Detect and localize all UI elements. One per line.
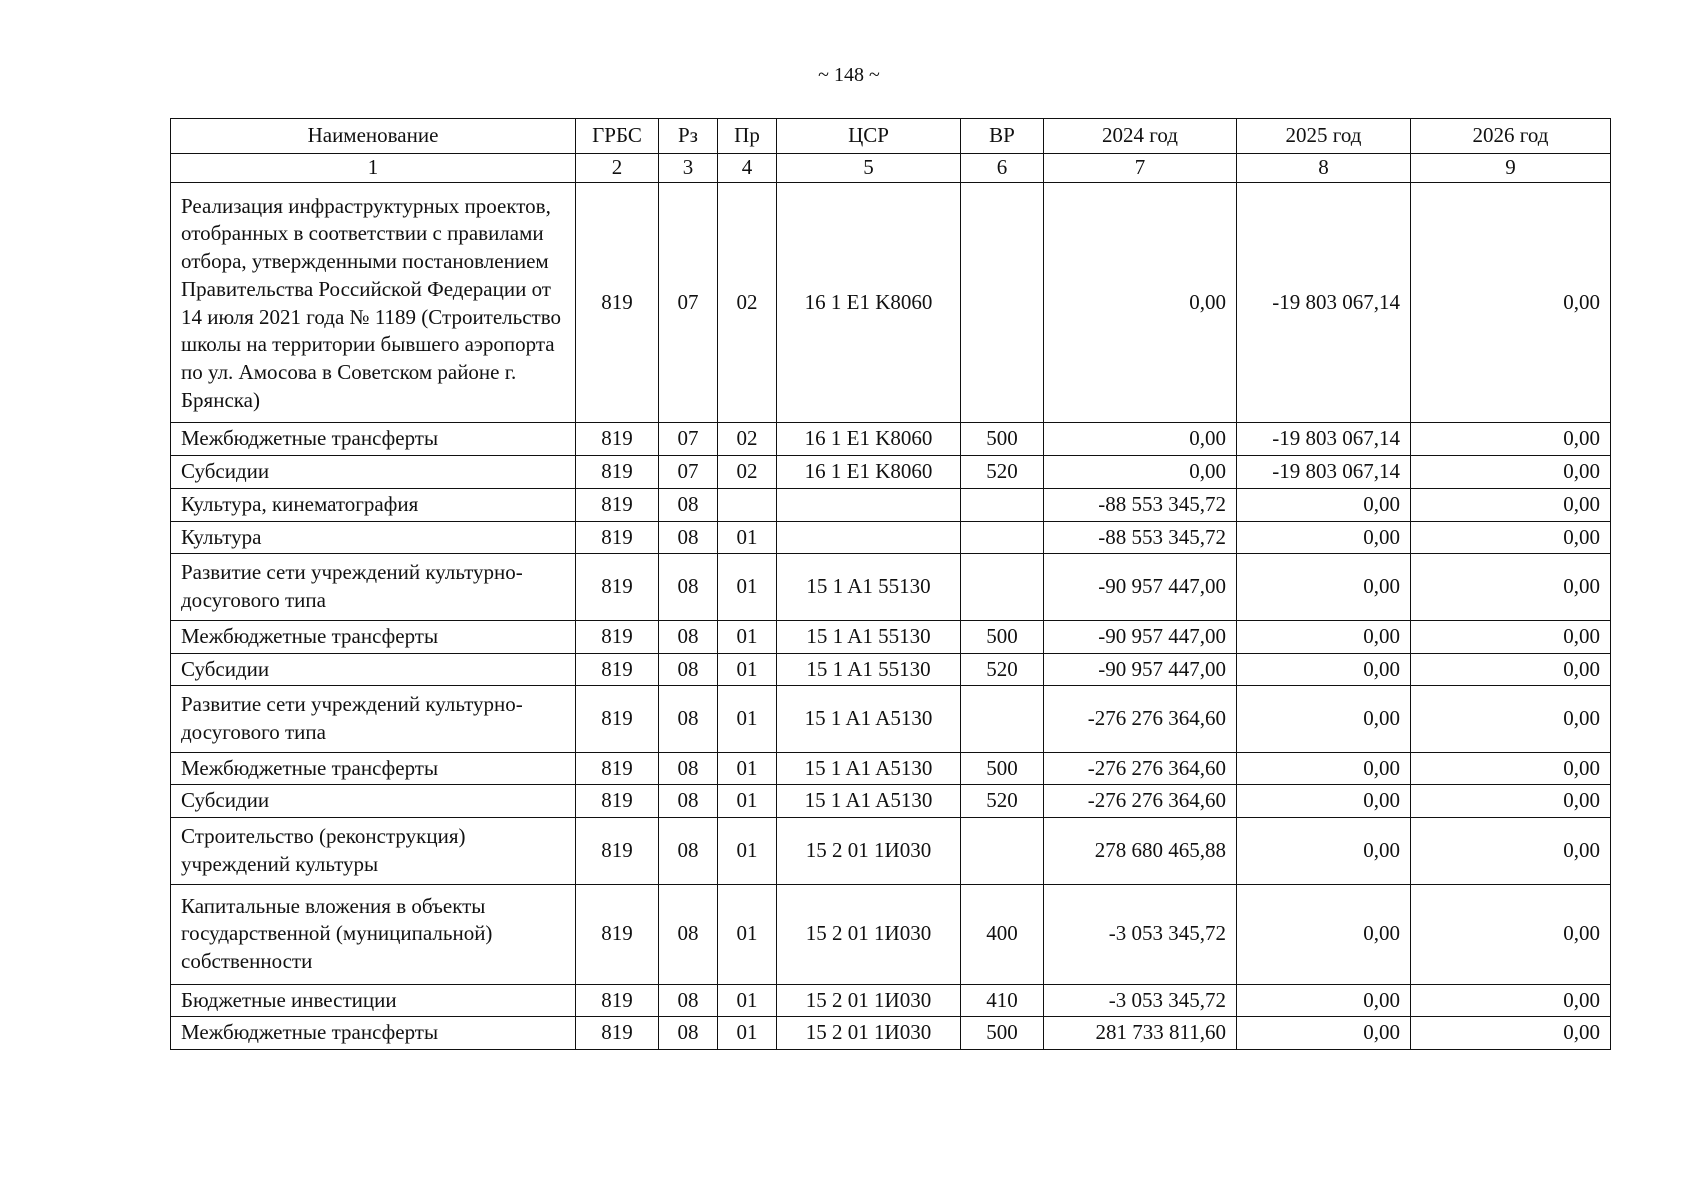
- table-row: [171, 423, 1611, 456]
- cell-csr: 16 1 E1 K8060: [777, 423, 961, 456]
- cell-2025: -19 803 067,14: [1237, 182, 1411, 423]
- cell-2025: 0,00: [1237, 554, 1411, 620]
- header-csr: ЦСР: [777, 119, 961, 154]
- cell-pr: 01: [718, 818, 777, 884]
- cell-pr: 01: [718, 554, 777, 620]
- cell-rz: 08: [659, 818, 718, 884]
- cell-2024: 0,00: [1044, 456, 1237, 489]
- header-grbs: ГРБС: [576, 119, 659, 154]
- cell-pr: 01: [718, 521, 777, 554]
- cell-pr: 01: [718, 785, 777, 818]
- header-pr: Пр: [718, 119, 777, 154]
- cell-pr: 01: [718, 653, 777, 686]
- cell-vr: 410: [961, 984, 1044, 1017]
- cell-rz: 08: [659, 686, 718, 752]
- column-number: 8: [1237, 154, 1411, 183]
- cell-csr: 16 1 E1 K8060: [777, 456, 961, 489]
- cell-pr: 02: [718, 182, 777, 423]
- cell-vr: 520: [961, 456, 1044, 489]
- table-row: [171, 686, 1611, 752]
- cell-2026: 0,00: [1411, 785, 1611, 818]
- cell-pr: 01: [718, 686, 777, 752]
- cell-grbs: 819: [576, 884, 659, 984]
- cell-csr: 15 2 01 1И030: [777, 884, 961, 984]
- cell-2025: 0,00: [1237, 752, 1411, 785]
- cell-2024: 281 733 811,60: [1044, 1017, 1237, 1050]
- column-number: 9: [1411, 154, 1611, 183]
- cell-csr: 15 2 01 1И030: [777, 818, 961, 884]
- cell-grbs: 819: [576, 1017, 659, 1050]
- cell-rz: 08: [659, 488, 718, 521]
- cell-2026: 0,00: [1411, 984, 1611, 1017]
- cell-name: Субсидии: [171, 653, 576, 686]
- cell-rz: 08: [659, 653, 718, 686]
- cell-rz: 08: [659, 884, 718, 984]
- cell-grbs: 819: [576, 423, 659, 456]
- header-name: Наименование: [171, 119, 576, 154]
- cell-csr: 15 2 01 1И030: [777, 984, 961, 1017]
- cell-csr: 15 2 01 1И030: [777, 1017, 961, 1050]
- cell-2025: 0,00: [1237, 984, 1411, 1017]
- cell-name: Реализация инфраструктурных проектов, отобранных в соответствии с правилами отбора, утвержденными постановлением Правительства Российской Федерации от 14 июля 2021 года № 1189 (Строительство школы на территории бывшего аэропорта по ул. Амосова в Советском районе г. Брянска): [171, 182, 576, 423]
- cell-2025: 0,00: [1237, 488, 1411, 521]
- cell-grbs: 819: [576, 653, 659, 686]
- table-row: [171, 653, 1611, 686]
- cell-csr: [777, 488, 961, 521]
- column-number: 1: [171, 154, 576, 183]
- cell-grbs: 819: [576, 488, 659, 521]
- cell-rz: 08: [659, 620, 718, 653]
- cell-name: Капитальные вложения в объекты государственной (муниципальной) собственности: [171, 884, 576, 984]
- cell-grbs: 819: [576, 752, 659, 785]
- table-row: [171, 818, 1611, 884]
- cell-pr: 01: [718, 984, 777, 1017]
- cell-pr: [718, 488, 777, 521]
- cell-2024: -3 053 345,72: [1044, 984, 1237, 1017]
- cell-2024: 0,00: [1044, 423, 1237, 456]
- cell-csr: [777, 521, 961, 554]
- table-row: [171, 456, 1611, 489]
- cell-vr: 500: [961, 752, 1044, 785]
- cell-grbs: 819: [576, 554, 659, 620]
- cell-pr: 02: [718, 423, 777, 456]
- cell-rz: 08: [659, 1017, 718, 1050]
- cell-2024: -90 957 447,00: [1044, 554, 1237, 620]
- cell-2026: 0,00: [1411, 554, 1611, 620]
- cell-rz: 07: [659, 456, 718, 489]
- cell-grbs: 819: [576, 521, 659, 554]
- cell-name: Межбюджетные трансферты: [171, 620, 576, 653]
- cell-csr: 15 1 A1 A5130: [777, 752, 961, 785]
- cell-csr: 16 1 E1 K8060: [777, 182, 961, 423]
- table-row: [171, 182, 1611, 423]
- header-2024: 2024 год: [1044, 119, 1237, 154]
- cell-2025: 0,00: [1237, 620, 1411, 653]
- column-number: 6: [961, 154, 1044, 183]
- cell-vr: [961, 521, 1044, 554]
- cell-name: Межбюджетные трансферты: [171, 423, 576, 456]
- page-number: ~ 148 ~: [818, 64, 880, 86]
- cell-grbs: 819: [576, 686, 659, 752]
- cell-name: Культура, кинематография: [171, 488, 576, 521]
- cell-name: Развитие сети учреждений культурно-досугового типа: [171, 686, 576, 752]
- cell-vr: 500: [961, 423, 1044, 456]
- cell-grbs: 819: [576, 818, 659, 884]
- cell-pr: 02: [718, 456, 777, 489]
- cell-grbs: 819: [576, 620, 659, 653]
- cell-2026: 0,00: [1411, 456, 1611, 489]
- column-number: 4: [718, 154, 777, 183]
- cell-2026: 0,00: [1411, 884, 1611, 984]
- cell-2024: 278 680 465,88: [1044, 818, 1237, 884]
- header-rz: Рз: [659, 119, 718, 154]
- header-vr: ВР: [961, 119, 1044, 154]
- cell-csr: 15 1 A1 A5130: [777, 686, 961, 752]
- table-row: [171, 884, 1611, 984]
- cell-2025: 0,00: [1237, 818, 1411, 884]
- cell-2025: 0,00: [1237, 884, 1411, 984]
- cell-csr: 15 1 A1 A5130: [777, 785, 961, 818]
- cell-2024: -90 957 447,00: [1044, 653, 1237, 686]
- cell-vr: [961, 554, 1044, 620]
- cell-2025: -19 803 067,14: [1237, 456, 1411, 489]
- cell-2025: 0,00: [1237, 686, 1411, 752]
- cell-2024: -276 276 364,60: [1044, 686, 1237, 752]
- cell-vr: 400: [961, 884, 1044, 984]
- table-row: [171, 488, 1611, 521]
- cell-2026: 0,00: [1411, 423, 1611, 456]
- cell-name: Субсидии: [171, 456, 576, 489]
- column-number: 3: [659, 154, 718, 183]
- cell-2026: 0,00: [1411, 620, 1611, 653]
- cell-name: Культура: [171, 521, 576, 554]
- column-number: 5: [777, 154, 961, 183]
- cell-2024: -3 053 345,72: [1044, 884, 1237, 984]
- cell-name: Межбюджетные трансферты: [171, 752, 576, 785]
- cell-csr: 15 1 A1 55130: [777, 620, 961, 653]
- cell-2025: 0,00: [1237, 521, 1411, 554]
- cell-pr: 01: [718, 752, 777, 785]
- cell-2025: 0,00: [1237, 785, 1411, 818]
- cell-rz: 08: [659, 785, 718, 818]
- cell-pr: 01: [718, 620, 777, 653]
- cell-csr: 15 1 A1 55130: [777, 653, 961, 686]
- cell-csr: 15 1 A1 55130: [777, 554, 961, 620]
- cell-vr: [961, 182, 1044, 423]
- cell-name: Развитие сети учреждений культурно-досугового типа: [171, 554, 576, 620]
- cell-name: Бюджетные инвестиции: [171, 984, 576, 1017]
- cell-grbs: 819: [576, 456, 659, 489]
- cell-2026: 0,00: [1411, 686, 1611, 752]
- cell-2024: -276 276 364,60: [1044, 785, 1237, 818]
- table-row: [171, 521, 1611, 554]
- cell-2025: -19 803 067,14: [1237, 423, 1411, 456]
- cell-name: Межбюджетные трансферты: [171, 1017, 576, 1050]
- column-number: 7: [1044, 154, 1237, 183]
- cell-grbs: 819: [576, 785, 659, 818]
- cell-2024: -276 276 364,60: [1044, 752, 1237, 785]
- cell-2026: 0,00: [1411, 752, 1611, 785]
- cell-vr: 520: [961, 785, 1044, 818]
- cell-2024: 0,00: [1044, 182, 1237, 423]
- cell-grbs: 819: [576, 182, 659, 423]
- cell-2026: 0,00: [1411, 521, 1611, 554]
- cell-rz: 07: [659, 182, 718, 423]
- cell-rz: 08: [659, 521, 718, 554]
- cell-2024: -88 553 345,72: [1044, 521, 1237, 554]
- cell-2025: 0,00: [1237, 1017, 1411, 1050]
- cell-2026: 0,00: [1411, 488, 1611, 521]
- table-row: [171, 620, 1611, 653]
- table-row: [171, 1017, 1611, 1050]
- cell-2024: -88 553 345,72: [1044, 488, 1237, 521]
- cell-grbs: 819: [576, 984, 659, 1017]
- cell-rz: 08: [659, 752, 718, 785]
- cell-vr: 500: [961, 620, 1044, 653]
- budget-table: [170, 118, 1611, 1050]
- cell-vr: [961, 818, 1044, 884]
- cell-vr: [961, 686, 1044, 752]
- cell-2026: 0,00: [1411, 653, 1611, 686]
- cell-vr: 500: [961, 1017, 1044, 1050]
- column-number-row: [171, 154, 1611, 183]
- table-row: [171, 785, 1611, 818]
- header-2026: 2026 год: [1411, 119, 1611, 154]
- cell-2024: -90 957 447,00: [1044, 620, 1237, 653]
- cell-2025: 0,00: [1237, 653, 1411, 686]
- cell-pr: 01: [718, 1017, 777, 1050]
- cell-name: Субсидии: [171, 785, 576, 818]
- cell-rz: 08: [659, 984, 718, 1017]
- header-row: [171, 119, 1611, 154]
- cell-pr: 01: [718, 884, 777, 984]
- header-2025: 2025 год: [1237, 119, 1411, 154]
- cell-2026: 0,00: [1411, 182, 1611, 423]
- table-row: [171, 984, 1611, 1017]
- cell-vr: 520: [961, 653, 1044, 686]
- cell-rz: 08: [659, 554, 718, 620]
- cell-vr: [961, 488, 1044, 521]
- cell-2026: 0,00: [1411, 1017, 1611, 1050]
- cell-rz: 07: [659, 423, 718, 456]
- cell-name: Строительство (реконструкция) учреждений культуры: [171, 818, 576, 884]
- table-row: [171, 554, 1611, 620]
- table-row: [171, 752, 1611, 785]
- column-number: 2: [576, 154, 659, 183]
- cell-2026: 0,00: [1411, 818, 1611, 884]
